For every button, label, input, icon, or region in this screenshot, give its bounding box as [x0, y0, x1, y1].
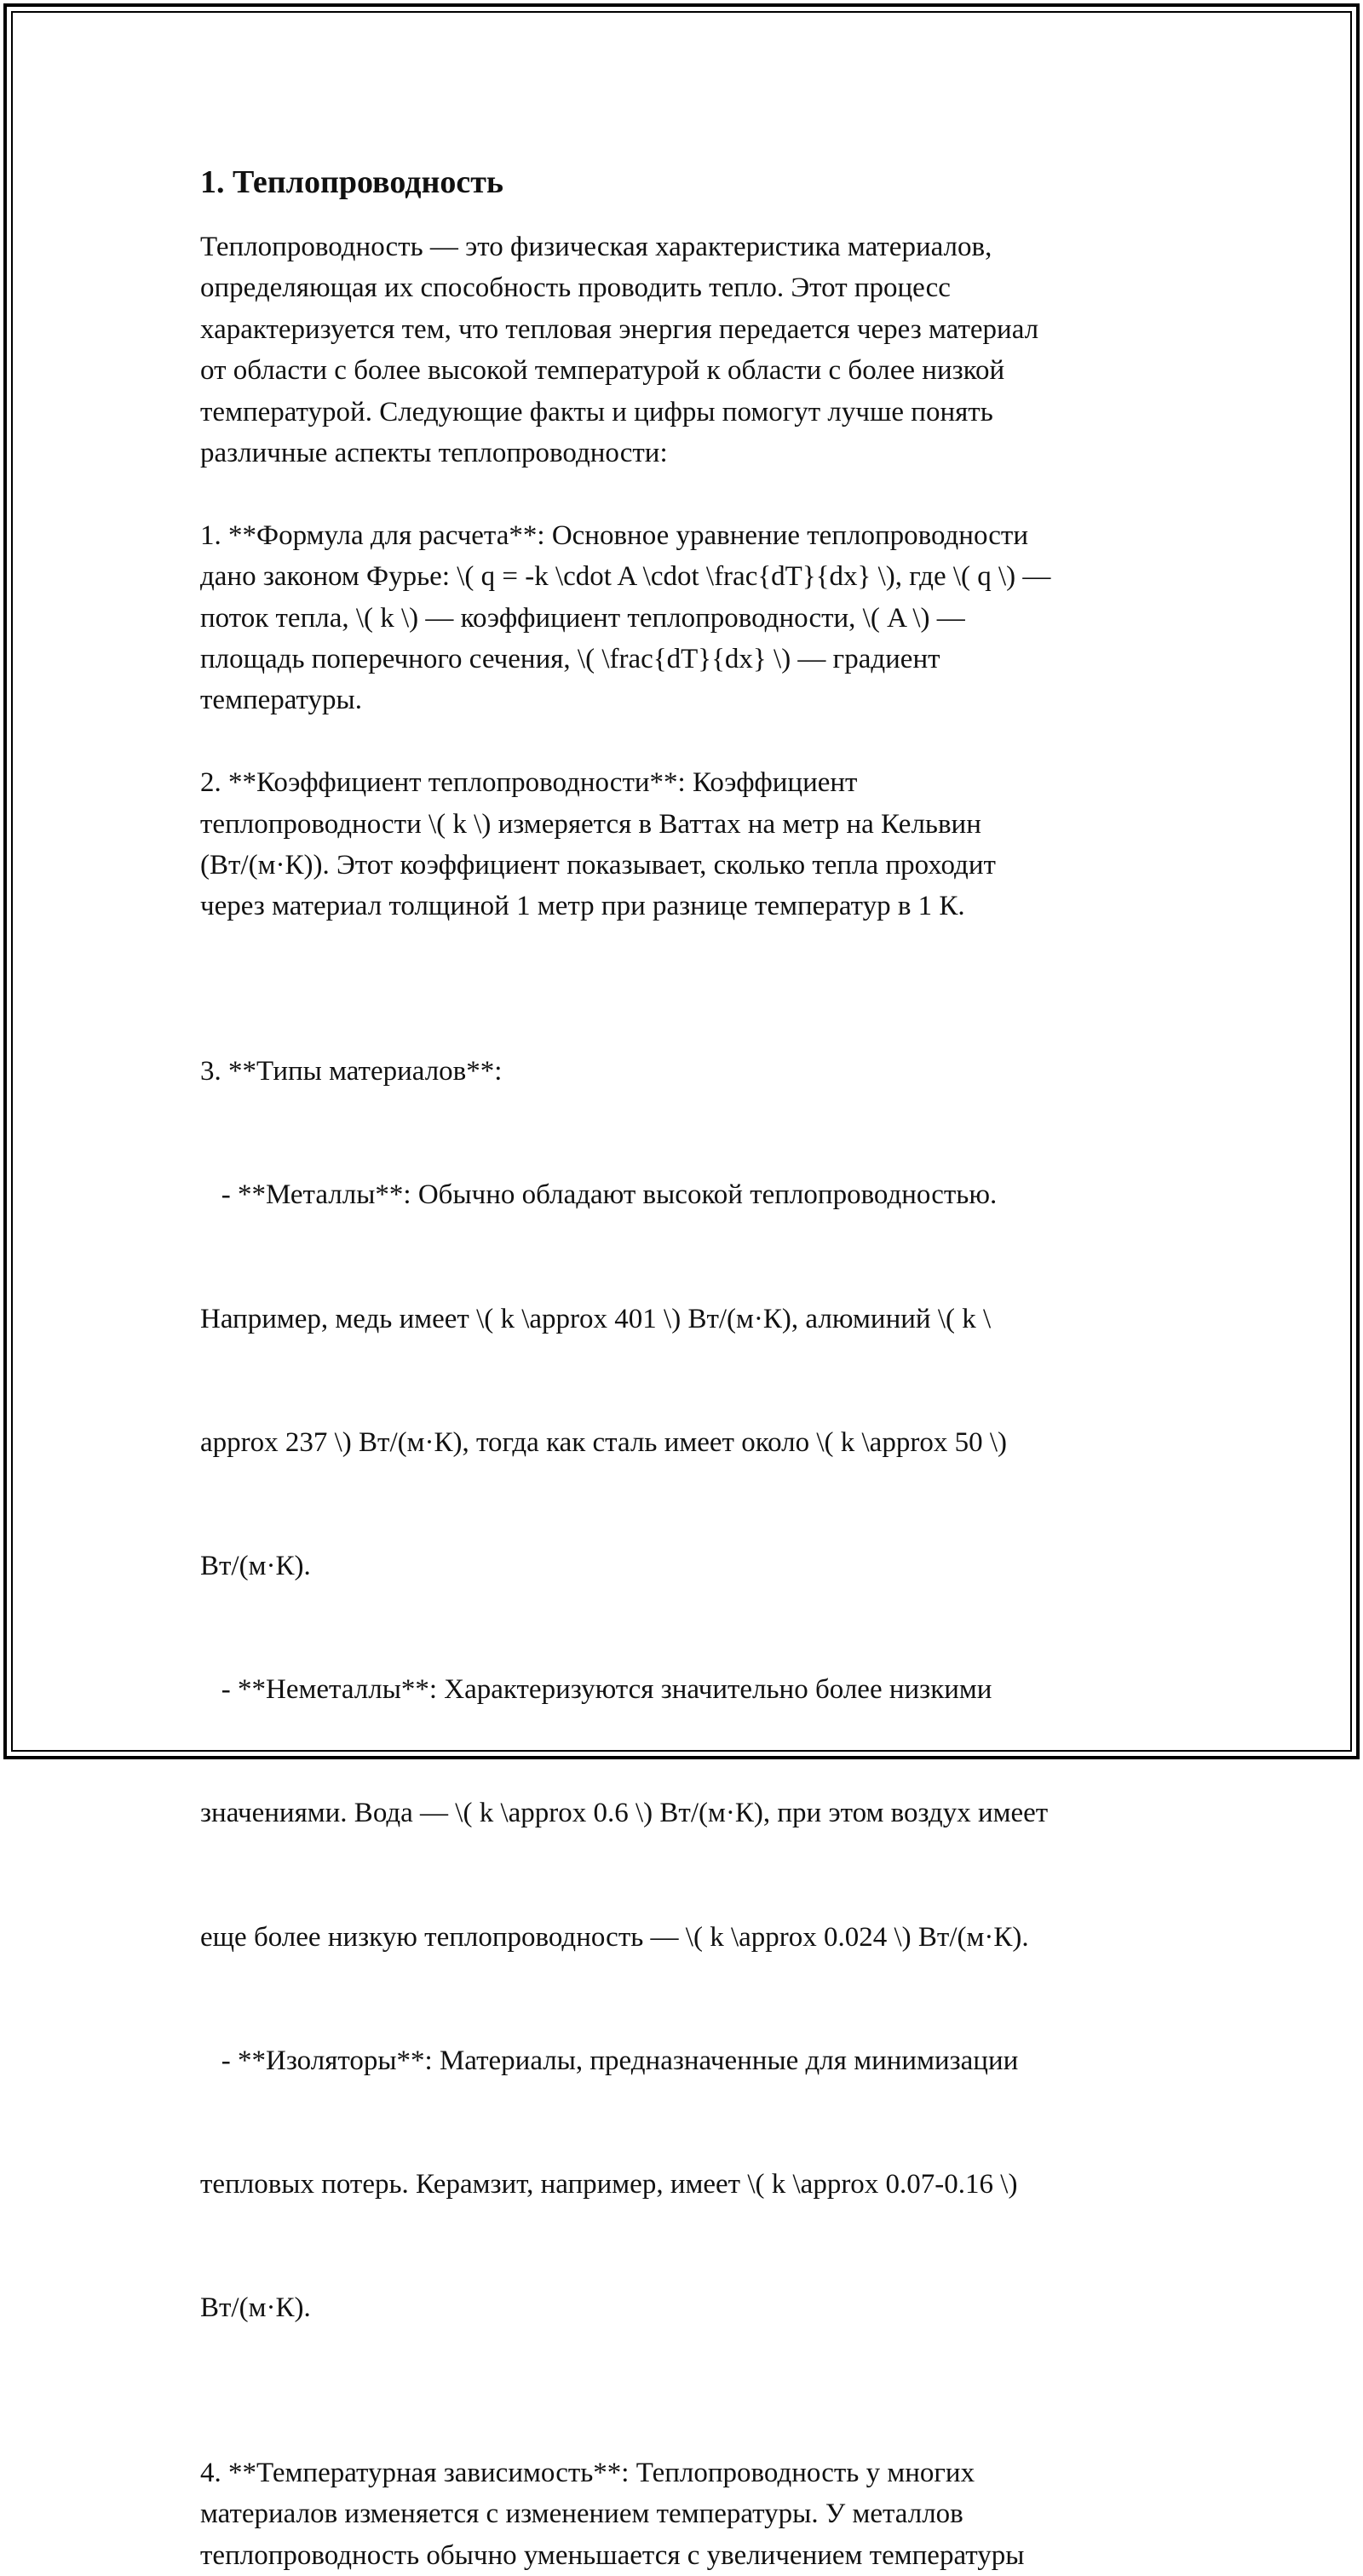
text-line: (Вт/(м·К)). Этот коэффициент показывает, сколько тепла проходит [200, 850, 996, 881]
paragraph-gap [200, 721, 1163, 762]
text-line: значениями. Вода — \( k \approx 0.6 \) Вт/(м·К), при этом воздух имеет [200, 1798, 1049, 1829]
text-line: температуры. [200, 685, 362, 716]
list-item-formula [200, 515, 1163, 721]
text-line: площадь поперечного сечения, \( \frac{dT}{dx} \) — градиент [200, 644, 940, 675]
page-title: 1. Теплопроводность [200, 164, 503, 200]
text-line: - **Изоляторы**: Материалы, предназначенные для минимизации [200, 2045, 1019, 2076]
text-line: еще более низкую теплопроводность — \( k \approx 0.024 \) Вт/(м·К). [200, 1921, 1029, 1953]
text-line: дано законом Фурье: \( q = -k \cdot A \cdot \frac{dT}{dx} \), где \( q \) — [200, 561, 1051, 593]
text-line: approx 237 \) Вт/(м·К), тогда как сталь имеет около \( k \approx 50 \) [200, 1426, 1007, 1458]
text-line: Вт/(м·К). [200, 1550, 311, 1581]
text-line: теплопроводность обычно уменьшается с увеличением температуры [200, 2539, 1025, 2571]
text-line: определяющая их способность проводить тепло. Этот процесс [200, 273, 951, 304]
text-line: температурой. Следующие факты и цифры помогут лучше понять [200, 396, 993, 427]
text-line: поток тепла, \( k \) — коэффициент теплопроводности, \( A \) — [200, 602, 965, 634]
text-line: от области с более высокой температурой к области с более низкой [200, 355, 1005, 387]
text-line: Вт/(м·К). [200, 2292, 311, 2324]
text-line: различные аспекты теплопроводности: [200, 438, 668, 469]
text-line: характеризуется тем, что тепловая энергия передается через материал [200, 313, 1039, 345]
text-line: теплопроводности \( k \) измеряется в Ваттах на метр на Кельвин [200, 808, 981, 840]
text-line: Теплопроводность — это физическая характеристика материалов, [200, 232, 992, 262]
list-item-coefficient [200, 762, 1163, 927]
text-line: 3. **Типы материалов**: [200, 1056, 503, 1087]
paragraph-gap [200, 473, 1163, 514]
text-line: через материал толщиной 1 метр при разнице температур в 1 К. [200, 891, 965, 922]
text-line: 4. **Температурная зависимость**: Теплопроводность у многих [200, 2457, 975, 2488]
text-line: 2. **Коэффициент теплопроводности**: Коэффициент [200, 767, 858, 799]
text-line: тепловых потерь. Керамзит, например, имеет \( k \approx 0.07-0.16 \) [200, 2169, 1018, 2200]
list-item-temperature-dependence [200, 2453, 1163, 2576]
intro-paragraph [200, 227, 1163, 473]
text-line: - **Металлы**: Обычно обладают высокой теплопроводностью. [200, 1179, 998, 1211]
text-line: - **Неметаллы**: Характеризуются значительно более низкими [200, 1674, 992, 1706]
paragraph-gap [200, 2411, 1163, 2452]
text-line: материалов изменяется с изменением температуры. У металлов [200, 2499, 963, 2530]
paragraph-gap [200, 927, 1163, 968]
text-line: Например, медь имеет \( k \approx 401 \) Вт/(м·К), алюминий \( k \ [200, 1303, 992, 1334]
document-body [200, 160, 1163, 2576]
list-item-material-types [200, 968, 1163, 2411]
text-line: 1. **Формула для расчета**: Основное уравнение теплопроводности [200, 519, 1029, 551]
